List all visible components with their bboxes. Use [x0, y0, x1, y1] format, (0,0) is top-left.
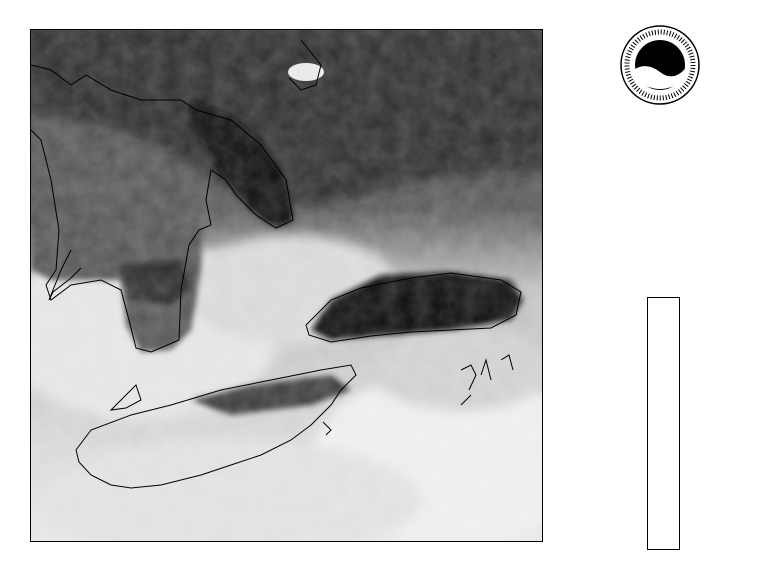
noaa-logo-icon — [619, 24, 701, 106]
satellite-imagery — [31, 30, 543, 542]
noaa-logo — [619, 24, 701, 106]
satellite-image — [30, 29, 543, 542]
texture-layer — [31, 30, 543, 542]
colorbar — [647, 297, 680, 550]
